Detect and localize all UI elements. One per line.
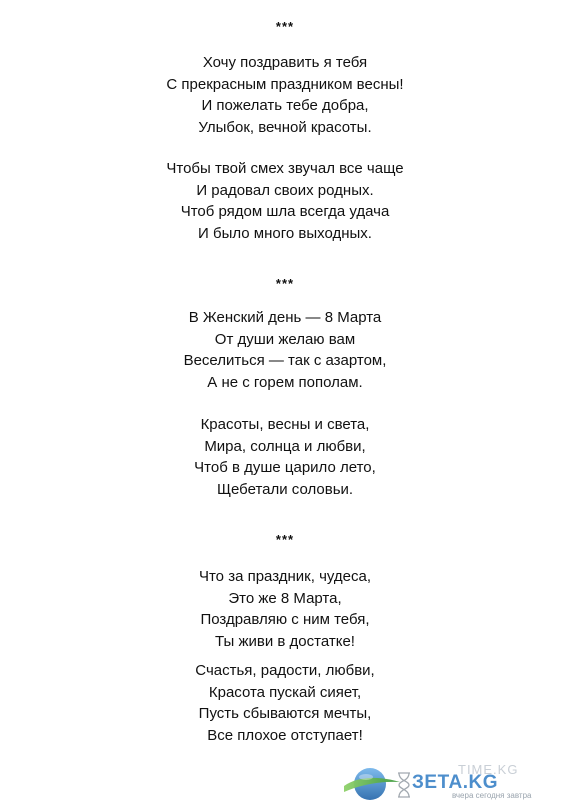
poem-line: Мира, солнца и любви, [204, 437, 366, 455]
poem-line: И радовал своих родных. [196, 181, 374, 199]
poem-line: От души желаю вам [214, 330, 356, 348]
poem-line: Все плохое отступает! [207, 726, 363, 744]
poem-line: В Женский день — 8 Марта [188, 309, 382, 326]
stanza [0, 307, 570, 393]
poem-line: И было много выходных. [198, 224, 372, 242]
poem-line: Это же 8 Марта, [228, 589, 342, 607]
stanza [0, 566, 570, 652]
poem-line: Красоты, весны и света, [200, 416, 370, 433]
poem-line: И пожелать тебе добра, [201, 97, 369, 114]
poem-line: Чтоб рядом шла всегда удача [180, 203, 390, 220]
poem-separator: *** [275, 19, 295, 34]
poem-line: Красота пускай сияет, [208, 683, 362, 701]
poem-line: Щебетали соловьи. [216, 480, 354, 498]
poem-line: Пусть сбываются мечты, [198, 705, 372, 722]
poem-line: Поздравляю с ним тебя, [200, 611, 370, 628]
poem-separator: *** [275, 276, 295, 291]
poem-line: Чтоб в душе царило лето, [194, 459, 376, 476]
watermark-logo [340, 762, 562, 802]
poem-line: Счастья, радости, любви, [195, 662, 375, 679]
poem-line: Улыбок, вечной красоты. [198, 118, 372, 136]
poem-line: С прекрасным праздником весны! [166, 75, 404, 93]
poem-line: А не с горем пополам. [207, 373, 363, 391]
poem-line: Чтобы твой смех звучал все чаще [166, 160, 404, 177]
stanza [0, 660, 570, 746]
watermark-ghost-text: TIME.KG [458, 762, 519, 777]
poem-separator: *** [275, 532, 295, 547]
poem-line: Ты живи в достатке! [215, 632, 355, 650]
poem-line: Хочу поздравить я тебя [202, 54, 368, 71]
stanza [0, 52, 570, 138]
watermark-brand: ЗЕТА.KG [412, 772, 498, 793]
poem-line: Веселиться — так с азартом, [183, 352, 387, 369]
stanza [0, 414, 570, 500]
hourglass-icon [396, 772, 412, 798]
stanza [0, 158, 570, 244]
poem-line: Что за праздник, чудеса, [198, 568, 372, 585]
watermark-tagline: вчера сегодня завтра [452, 791, 532, 800]
